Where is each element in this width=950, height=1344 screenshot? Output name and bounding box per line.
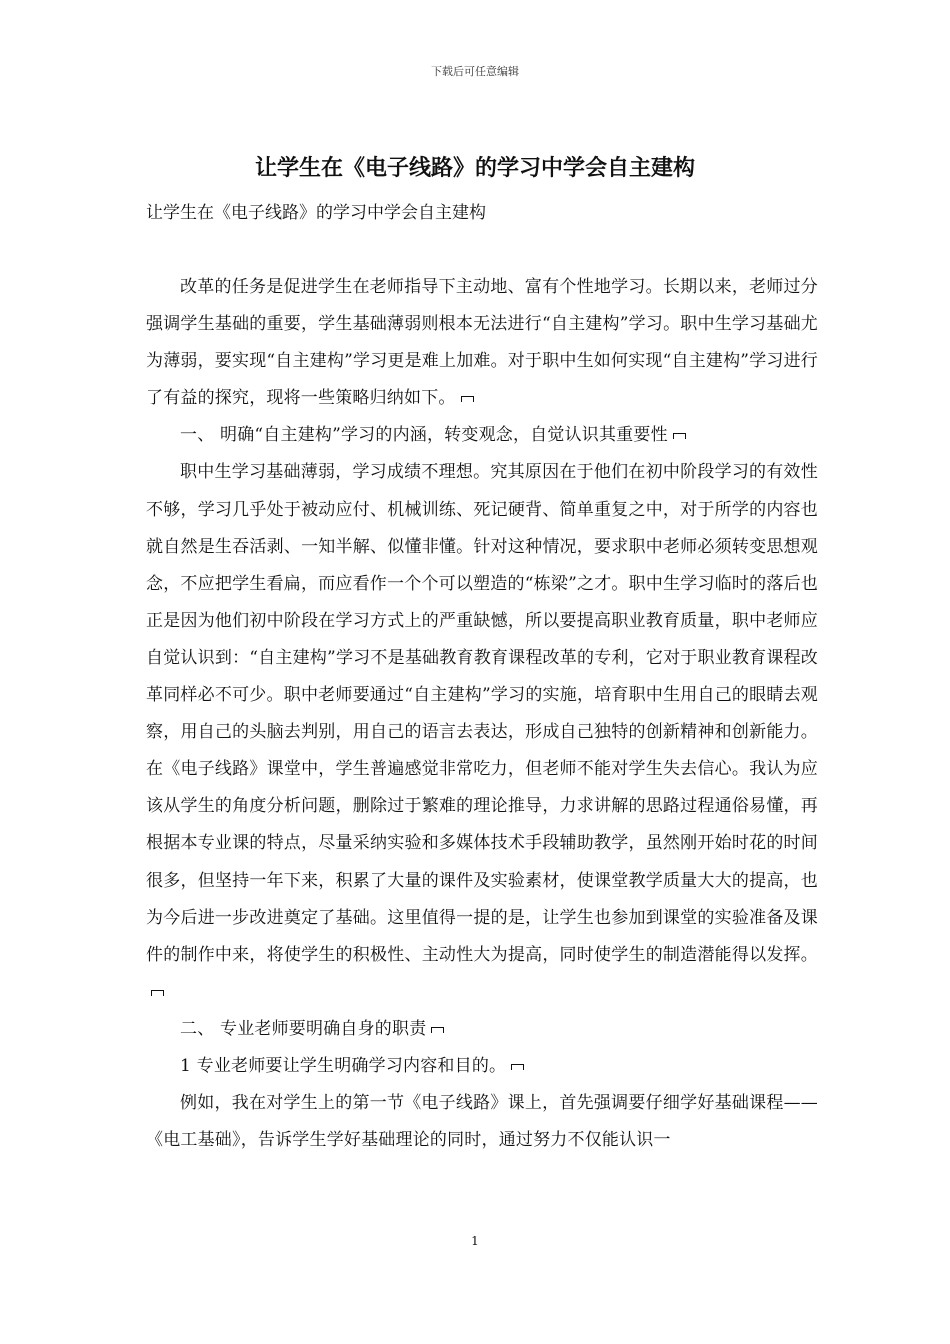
paragraph-example [146,1085,818,1159]
paragraph-intro [146,269,818,417]
paragraph-text: 一、 明确“自主建构”学习的内涵，转变观念，自觉认识其重要性 [180,425,668,446]
paragraph-text: 例如，我在对学生上的第一节《电子线路》课上，首先强调要仔细学好基础课程——《电工基础》，告诉学生学好基础理论的同时，通过努力不仅能认识一 [146,1093,818,1151]
paragraph-text: 职中生学习基础薄弱，学习成绩不理想。究其原因在于他们在初中阶段学习的有效性不够，学习几乎处于被动应付、机械训练、死记硬背、简单重复之中，对于所学的内容也就自然是生吞活剥、一知半解、似懂非懂。针对这种情况，要求职中老师必须转变思想观念，不应把学生看扁，而应看作一个个可以塑造的“栋梁”之才。职中生学习临时的落后也正是因为他们初中阶段在学习方式上的严重缺憾，所以要提高职业教育质量，职中老师应自觉认识到：“自主建构”学习不是基础教育教育课程改革的专利，它对于职业教育课程改革同样必不可少。职中老师要通过“自主建构”学习的实施，培育职中生用自己的眼睛去观察，用自己的头脑去判别，用自己的语言去表达，形成自己独特的创新精神和创新能力。在《电子线路》课堂中，学生普遍感觉非常吃力，但老师不能对学生失去信心。我认为应该从学生的角度分析问题，删除过于繁难的理论推导，力求讲解的思路过程通俗易懂，再根据本专业课的特点，尽量采纳实验和多媒体技术手段辅助教学，虽然刚开始时花的时间很多，但坚持一年下来，积累了大量的课件及实验素材，使课堂教学质量大大的提高，也为今后进一步改进奠定了基础。这里值得一提的是，让学生也参加到课堂的实验准备及课件的制作中来，将使学生的积极性、主动性大为提高，同时使学生的制造潜能得以发挥。 [146,462,818,965]
paragraph-mark-icon [461,396,474,402]
paragraph-mark-icon [673,433,686,439]
paragraph-mark-icon [511,1064,524,1070]
page-number: 1 [471,1234,479,1248]
document-title: 让学生在《电子线路》的学习中学会自主建构 [254,156,695,181]
paragraph-text: 二、 专业老师要明确自身的职责 [180,1018,427,1039]
section-heading-2 [146,1011,818,1048]
paragraph-text: 1 专业老师要让学生明确学习内容和目的。 [180,1055,507,1076]
document-body [146,269,818,1159]
document-subtitle: 让学生在《电子线路》的学习中学会自主建构 [146,203,486,223]
paragraph-section-1 [146,454,818,1010]
section-heading-1 [146,417,818,454]
paragraph-mark-icon [151,990,164,996]
subsection-heading-1 [146,1048,818,1085]
page-header: 下载后可任意编辑 [431,65,519,78]
paragraph-mark-icon [431,1027,444,1033]
paragraph-text: 改革的任务是促进学生在老师指导下主动地、富有个性地学习。长期以来，老师过分强调学生基础的重要，学生基础薄弱则根本无法进行“自主建构”学习。职中生学习基础尤为薄弱，要实现“自主建构”学习更是难上加难。对于职中生如何实现“自主建构”学习进行了有益的探究，现将一些策略归纳如下。 [146,277,818,409]
